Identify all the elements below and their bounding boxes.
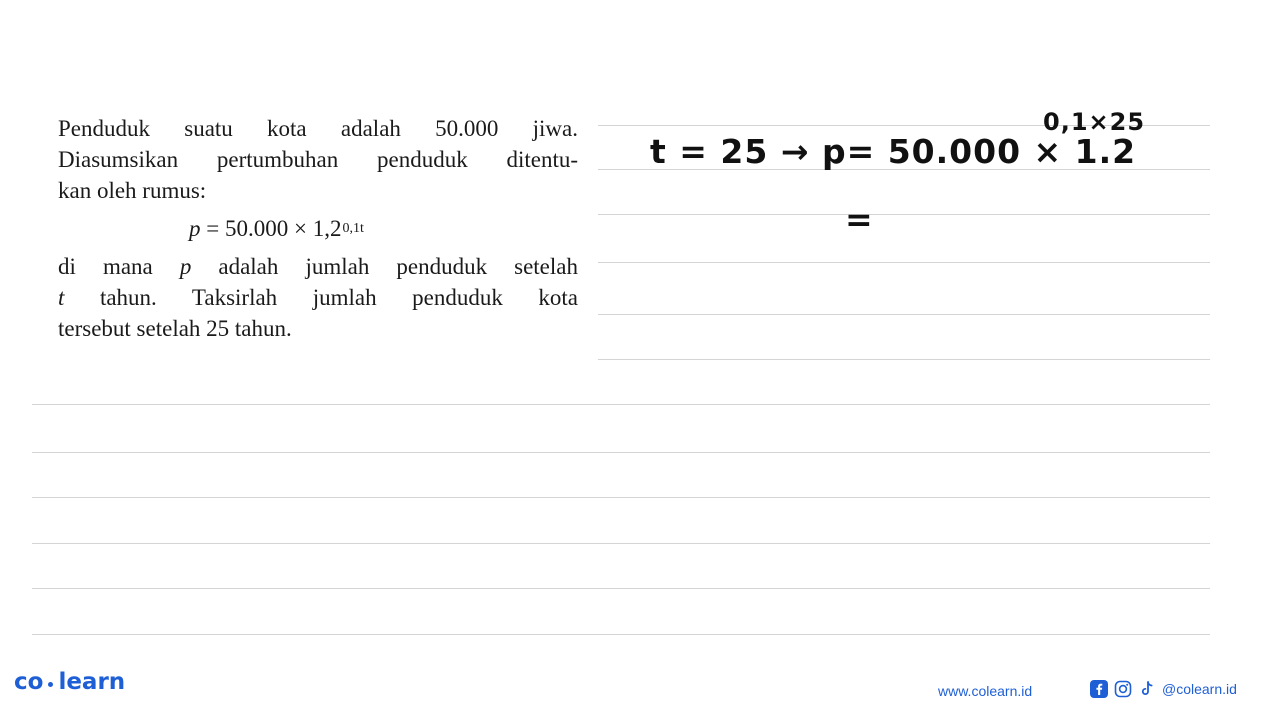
website-url: www.colearn.id — [938, 683, 1033, 699]
tiktok-icon — [1138, 680, 1156, 698]
inline-variable: t — [58, 285, 65, 310]
social-handle: @colearn.id — [1162, 681, 1237, 697]
formula-exponent: 0,1t — [342, 221, 364, 236]
instagram-icon — [1114, 680, 1132, 698]
problem-statement — [58, 113, 578, 344]
ruled-line — [598, 262, 1210, 263]
problem-line — [58, 251, 578, 282]
formula-body: = 50.000 × 1,2 — [200, 216, 342, 241]
handwritten-step-2: = — [845, 200, 874, 239]
ruled-line — [32, 497, 1210, 498]
problem-line — [58, 313, 578, 344]
handwritten-exponent: 0,1×25 — [1043, 108, 1146, 136]
social-links — [1090, 680, 1237, 698]
logo-text-left: co — [14, 669, 44, 695]
problem-line: Diasumsikan pertumbuhan penduduk ditentu- — [58, 147, 578, 172]
ruled-line — [32, 634, 1210, 635]
growth-formula — [58, 206, 578, 251]
handwritten-step-1 — [650, 132, 1136, 171]
problem-line: kan oleh rumus: — [58, 178, 207, 203]
line-text: adalah jumlah penduduk setelah — [191, 254, 578, 279]
line-text: tersebut setelah 25 tahun. — [58, 316, 292, 341]
ruled-line — [32, 452, 1210, 453]
formula-variable: p — [189, 216, 201, 241]
problem-line: Penduduk suatu kota adalah 50.000 jiwa. — [58, 116, 578, 141]
ruled-line — [598, 359, 1210, 360]
logo-dot — [48, 682, 53, 687]
ruled-line — [32, 588, 1210, 589]
inline-variable: p — [179, 254, 192, 279]
facebook-icon — [1090, 680, 1108, 698]
problem-line — [58, 282, 578, 313]
ruled-line — [32, 404, 1210, 405]
logo-text-right: learn — [58, 669, 126, 695]
line-text: di mana — [58, 254, 180, 279]
line-text: tahun. Taksirlah jumlah penduduk kota — [64, 285, 578, 310]
handwritten-expression: t = 25 → p= 50.000 × 1.2 — [650, 132, 1137, 171]
ruled-line — [598, 214, 1210, 215]
ruled-line — [32, 543, 1210, 544]
ruled-line — [598, 314, 1210, 315]
colearn-logo — [14, 669, 125, 695]
